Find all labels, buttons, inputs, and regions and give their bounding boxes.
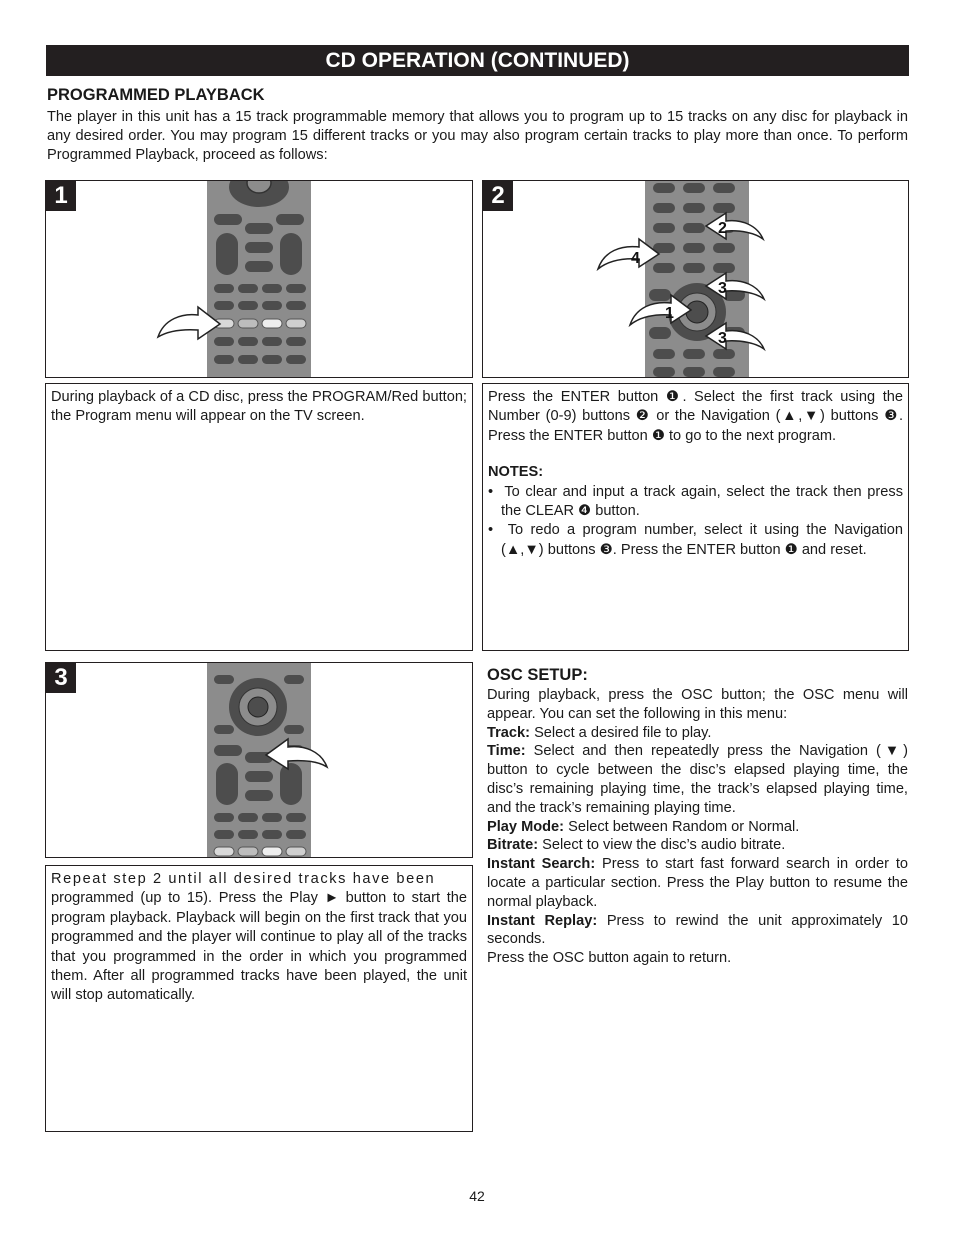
notes-heading: NOTES:: [488, 464, 544, 481]
callout-label: 3: [718, 330, 727, 347]
step-3-image: [45, 662, 473, 858]
note-item: • To redo a program number, select it using the Navigation (▲,▼) buttons ❸. Press the ENTER button ❶ and reset.: [488, 522, 903, 558]
osc-item-instant-search: Instant Search: Press to start fast forward search in order to locate a particular section. Press the Play button to resume the normal playback.: [487, 856, 908, 910]
osc-item-bitrate: Bitrate: Select to view the disc’s audio bitrate.: [487, 837, 786, 854]
step-1-image: [45, 180, 473, 378]
step-3-text: programmed (up to 15). Press the Play ► button to start the program playback. Playback will begin on the first track that you programmed and the player will continue to play all of the tracks that you programmed in the order in which you programmed them. After all programmed tracks have been played, the unit will stop automatically.: [51, 890, 467, 1004]
osc-item-play-mode: Play Mode: Select between Random or Normal.: [487, 818, 800, 835]
step-3-number: 3: [46, 663, 76, 693]
remote-control-illustration: [483, 181, 909, 378]
step-2-text: Press the ENTER button ❶. Select the first track using the Number (0-9) buttons ❷ or the Navigation (▲,▼) buttons ❸. Press the ENTER button ❶ to go to the next program.: [488, 389, 903, 444]
callout-label: 4: [631, 250, 640, 267]
remote-control-illustration: [46, 663, 473, 858]
osc-item-track: Track: Select a desired file to play.: [487, 724, 712, 741]
step-1-text: During playback of a CD disc, press the PROGRAM/Red button; the Program menu will appear on the TV screen.: [51, 389, 467, 425]
osc-item-time: Time: Select and then repeatedly press the Navigation (▼) button to cycle between the disc’s elapsed playing time, the disc’s remaining playing time, the track’s elapsed playing time, and the track’s remaining playing time.: [487, 743, 908, 816]
osc-setup-section: [487, 664, 908, 968]
osc-setup-title: OSC SETUP:: [487, 666, 588, 684]
step-1-text-box: [45, 383, 473, 651]
step-2-text-box: [482, 383, 909, 651]
page-banner: CD OPERATION (CONTINUED): [46, 45, 909, 76]
step-1-number: 1: [46, 181, 76, 211]
osc-closing: Press the OSC button again to return.: [487, 950, 732, 967]
osc-intro: During playback, press the OSC button; the OSC menu will appear. You can set the following in this menu:: [487, 687, 908, 722]
page-number: 42: [469, 1188, 485, 1204]
callout-label: 2: [718, 220, 727, 237]
callout-label: 3: [718, 280, 727, 297]
step-2-number: 2: [483, 181, 513, 211]
osc-item-instant-replay: Instant Replay: Press to rewind the unit approximately 10 seconds.: [487, 912, 908, 948]
intro-paragraph: The player in this unit has a 15 track programmable memory that allows you to program up to 15 tracks on any disc for playback in any desired order. You may program 15 different tracks or you may also program certain tracks to play more than once. To perform Programmed Playback, proceed as follows:: [47, 109, 908, 163]
step-3-text-line1: Repeat step 2 until all desired tracks have been: [51, 871, 436, 887]
step-3-text-box: [45, 865, 473, 1132]
step-2-image: [482, 180, 909, 378]
callout-label: 1: [665, 305, 674, 322]
remote-control-illustration: [46, 181, 473, 378]
section-title: PROGRAMMED PLAYBACK: [47, 86, 265, 104]
note-item: • To clear and input a track again, select the track then press the CLEAR ❹ button.: [488, 483, 903, 520]
